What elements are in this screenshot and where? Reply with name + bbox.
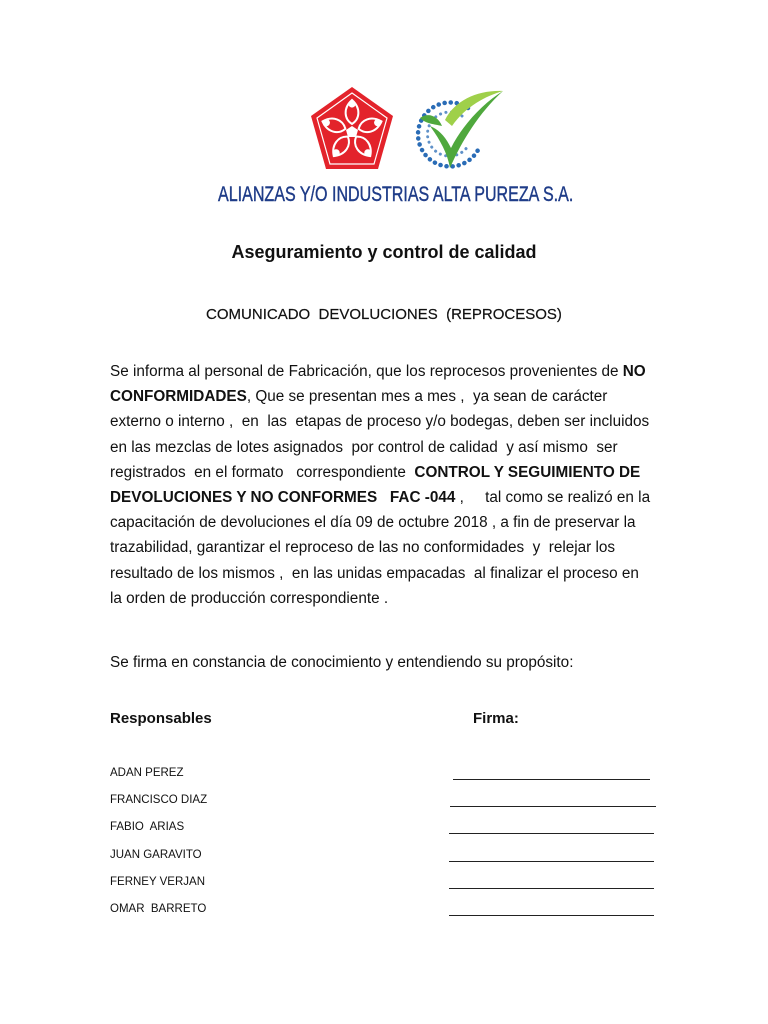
body-line — [110, 561, 650, 586]
body-text-segment: registrados en el formato correspondiente — [110, 463, 415, 481]
green-leaf-logo — [418, 91, 503, 168]
signature-line — [450, 806, 656, 807]
memo-subject: COMUNICADO DEVOLUCIONES (REPROCESOS) — [206, 306, 562, 323]
body-line — [110, 384, 650, 409]
body-text-segment: Se informa al personal de Fabricación, que los reprocesos provenientes de — [110, 363, 623, 380]
signature-row — [110, 814, 670, 841]
responsible-name: FRANCISCO DIAZ — [110, 794, 208, 807]
signature-line — [449, 888, 654, 889]
body-emphasis: CONFORMIDADES — [110, 388, 247, 406]
signature-line — [449, 833, 654, 834]
responsibles-header: Responsables — [110, 710, 212, 727]
body-line — [110, 435, 650, 460]
signature-line — [449, 915, 654, 916]
responsible-name: FERNEY VERJAN — [110, 875, 206, 888]
responsible-name: JUAN GARAVITO — [110, 848, 202, 861]
responsible-name: OMAR BARRETO — [110, 902, 207, 915]
body-emphasis: CONTROL Y SEGUIMIENTO DE — [414, 463, 641, 481]
signature-list — [110, 760, 670, 923]
body-text-segment: , tal como se realizó en la — [455, 488, 651, 506]
responsible-name: FABIO ARIAS — [110, 821, 185, 834]
company-name: ALIANZAS Y/O INDUSTRIAS ALTA PUREZA S.A. — [218, 183, 574, 206]
body-text-segment: trazabilidad, garantizar el reproceso de las no conformidades y relejar los — [110, 539, 616, 557]
body-text-segment: la orden de producción correspondiente . — [110, 589, 389, 607]
red-pentagon-logo — [311, 87, 393, 169]
memo-body — [110, 359, 650, 611]
signature-line — [453, 779, 650, 780]
signature-line — [449, 861, 654, 862]
acknowledgement-text: Se firma en constancia de conocimiento y entendiendo su propósito: — [110, 654, 574, 671]
signature-header: Firma: — [473, 710, 519, 727]
signature-row — [110, 896, 670, 923]
body-emphasis: NO — [622, 363, 646, 380]
body-line — [110, 510, 650, 535]
responsible-name: ADAN PEREZ — [110, 767, 184, 779]
body-text-segment: , Que se presentan mes a mes , ya sean de carácter — [246, 388, 608, 406]
body-text-segment: en las mezclas de lotes asignados por control de calidad y así mismo ser — [110, 438, 618, 456]
signature-row — [110, 760, 670, 787]
body-line — [110, 460, 650, 485]
body-text-segment: capacitación de devoluciones el día 09 de octubre 2018 , a fin de preservar la — [110, 514, 636, 532]
body-line — [110, 586, 650, 611]
body-text-segment: externo o interno , en las etapas de proceso y/o bodegas, deben ser incluidos — [110, 413, 650, 431]
body-line — [110, 409, 650, 434]
signature-row — [110, 869, 670, 896]
body-line — [110, 359, 650, 384]
department-title: Aseguramiento y control de calidad — [231, 242, 537, 262]
body-emphasis: DEVOLUCIONES Y NO CONFORMES FAC -044 — [110, 488, 456, 506]
signature-row — [110, 787, 670, 814]
body-line — [110, 535, 650, 560]
signature-row — [110, 842, 670, 869]
body-line — [110, 485, 650, 510]
body-text-segment: resultado de los mismos , en las unidas empacadas al finalizar el proceso en — [110, 564, 639, 582]
